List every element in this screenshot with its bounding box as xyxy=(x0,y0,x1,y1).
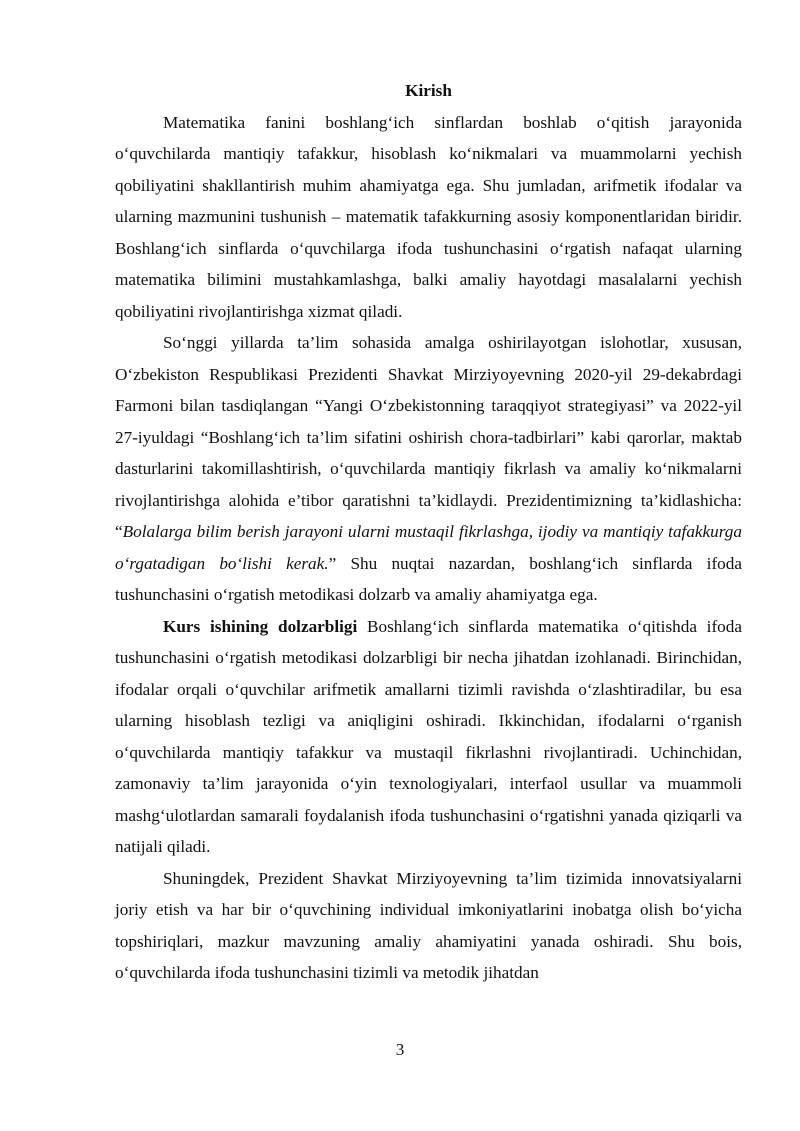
paragraph-text: So‘nggi yillarda ta’lim sohasida amalga oshirilayotgan islohotlar, xususan, O‘zbekiston Respublikasi Prezidenti Shavkat Mirziyoyevning 2020-yil 29-dekabrdagi Farmoni bilan tasdiqlangan “Yangi O‘zbekistonning taraqqiyot strategiyasi” va 2022-yil 27-iyuldagi “Boshlang‘ich ta’lim sifatini oshirish chora-tadbirlari” kabi qarorlar, maktab dasturlarini takomillashtirish, o‘quvchilarda mantiqiy fikrlash va amaliy ko‘nikmalarni rivojlantirishga alohida e’tibor qaratishni ta’kidlaydi. Prezidentimizning ta’kidlashicha: “ xyxy=(115,333,742,541)
paragraph-intro xyxy=(115,107,742,328)
paragraph-text: ” Shu nuqtai nazardan, boshlang‘ich sinflarda ifoda tushunchasini o‘rgatish metodikasi dolzarb va amaliy ahamiyatga ega. xyxy=(115,553,742,604)
paragraph-relevance xyxy=(115,611,742,863)
paragraph-text: Shuningdek, Prezident Shavkat Mirziyoyevning ta’lim tizimida innovatsiyalarni joriy etish va har bir o‘quvchining individual imkoniyatlarini inobatga olish bo‘yicha topshiriqlari, mazkur mavzuning amaliy ahamiyatini yanada oshiradi. Shu bois, o‘quvchilarda ifoda tushunchasini tizimli va metodik jihatdan xyxy=(115,868,742,982)
president-quote: Bolalarga bilim berish jarayoni ularni mustaqil fikrlashga, ijodiy va mantiqiy tafakkurga o‘rgatadigan bo‘lishi kerak. xyxy=(115,522,742,573)
paragraph-reforms xyxy=(115,327,742,611)
paragraph-text: Matematika fanini boshlang‘ich sinflardan boshlab o‘qitish jarayonida o‘quvchilarda mantiqiy tafakkur, hisoblash ko‘nikmalari va muammolarni yechish qobiliyatini shakllantirish muhim ahamiyatga ega. Shu jumladan, arifmetik ifodalar va ularning mazmunini tushunish – matematik tafakkurning asosiy komponentlaridan biridir. Boshlang‘ich sinflarda o‘quvchilarga ifoda tushunchasini o‘rgatish nafaqat ularning matematika bilimini mustahkamlashga, balki amaliy hayotdagi masalalarni yechish qobiliyatini rivojlantirishga xizmat qiladi. xyxy=(115,112,742,321)
document-page xyxy=(115,75,742,989)
paragraph-text: Boshlang‘ich sinflarda matematika o‘qitishda ifoda tushunchasini o‘rgatish metodikasi dolzarbligi bir necha jihatdan izohlanadi. Birinchidan, ifodalar orqali o‘quvchilar arifmetik amallarni tizimli ravishda o‘zlashtiradilar, bu esa ularning hisoblash tezligi va aniqligini oshiradi. Ikkinchidan, ifodalarni o‘rganish o‘quvchilarda mantiqiy tafakkur va mustaqil fikrlashni rivojlantiradi. Uchinchidan, zamonaviy ta’lim jarayonida o‘yin texnologiyalari, interfaol usullar va muammoli mashg‘ulotlardan samarali foydalanish ifoda tushunchasini o‘rgatishni yanada qiziqarli va natijali qiladi. xyxy=(115,616,742,856)
paragraph-innovation xyxy=(115,863,742,989)
page-number: 3 xyxy=(395,1040,405,1059)
section-title: Kirish xyxy=(405,81,452,100)
relevance-heading: Kurs ishining dolzarbligi xyxy=(163,616,358,636)
